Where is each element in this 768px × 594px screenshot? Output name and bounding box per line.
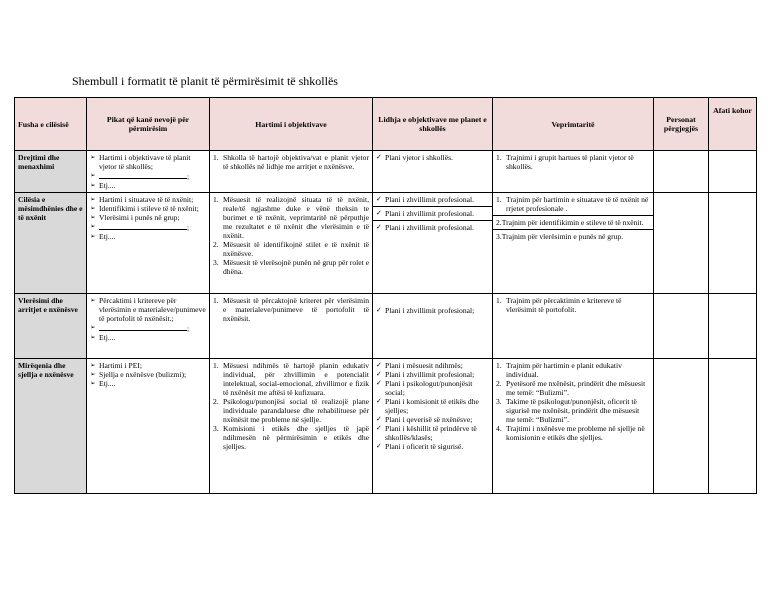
deadline-cell xyxy=(709,151,757,193)
list-item: ✓ Plani i zhvillimit profesional. xyxy=(376,209,489,218)
activities-cell xyxy=(493,151,654,193)
blank-line xyxy=(99,171,190,181)
list-item: ✓ Plani i psikologut/punonjësit social; xyxy=(376,379,489,397)
objectives-cell xyxy=(210,193,373,294)
list-item: ✓ Plani i zhvillimit profesional; xyxy=(376,306,489,315)
list-item: ✓ Plani i oficerit të sigurisë. xyxy=(376,442,489,451)
list-item: ✓ Plani i zhvillimit profesional. xyxy=(376,195,489,204)
area-cell: Vlerësimi dhe arritjet e nxënësve xyxy=(15,294,87,359)
list-item: ➢ Etj.... xyxy=(90,232,206,241)
deadline-cell xyxy=(709,294,757,359)
points-cell xyxy=(87,294,210,359)
links-cell xyxy=(373,193,493,294)
header-points: Pikat që kanë nevojë për përmirësim xyxy=(87,98,210,151)
header-deadline: Afati kohor xyxy=(709,98,757,151)
header-persons: Personat përgjegjës xyxy=(654,98,709,151)
list-item: ➢ Sjellja e nxënësve (bulizmi); xyxy=(90,370,206,379)
deadline-cell xyxy=(709,193,757,294)
list-item: ➢ Hartimi i PEI; xyxy=(90,361,206,370)
list-item: 2. Pyetësorë me nxënësit, prindërit dhe mësuesit me temë: “Bulizmi”. xyxy=(496,379,646,397)
area-cell: Drejtimi dhe menaxhimi xyxy=(15,151,87,193)
list-item: 2.Trajnim për identifikimin e stileve të të nxënit. xyxy=(496,218,644,227)
header-activities: Veprimtaritë xyxy=(493,98,654,151)
header-link: Lidhja e objektivave me planet e shkollës xyxy=(373,98,493,151)
activities-cell xyxy=(493,193,654,294)
list-item: ✓ Plani i qeverisë së nxënësve; xyxy=(376,415,489,424)
list-item: 1. Mësuesi ndihmës të hartojë planin edukativ individual, për zhvillimin e potencialit intelektual, social-emocional, zhvillimor e fizik të nxënësit me aftësi të kufizuara. xyxy=(213,361,369,397)
area-cell: Mirëqenia dhe sjellja e nxënësve xyxy=(15,359,87,494)
list-item: ➢ Vlerësimi i punës në grup; xyxy=(90,213,206,222)
list-item: ➢ ; xyxy=(90,323,206,333)
persons-cell xyxy=(654,359,709,494)
list-item: 1. Trajnimi i grupit hartues të planit vjetor të shkollës. xyxy=(496,153,634,171)
list-item xyxy=(90,171,206,181)
points-cell xyxy=(87,193,210,294)
points-cell xyxy=(87,359,210,494)
persons-cell xyxy=(654,294,709,359)
activities-cell xyxy=(493,294,654,359)
table-row xyxy=(15,193,757,294)
list-item: ✓ Plani i zhvillimit profesional; xyxy=(376,370,489,379)
list-item: 1. Trajnim për hartimin e situatave të të nxënit në rrjetet profesionale . xyxy=(496,195,649,213)
list-item: 1. Trajnim për përcaktimin e kritereve të vlerësimit të portofolit. xyxy=(496,296,622,314)
objectives-cell xyxy=(210,294,373,359)
list-item: 2. Psikologu/punonjësi social të realizojë plane individuale parandaluese dhe rehabilituese për nxënësit me probleme në sjellje. xyxy=(213,397,369,424)
improvement-plan-table xyxy=(14,97,757,494)
list-item: ➢ Etj.... xyxy=(90,333,206,342)
deadline-cell xyxy=(709,359,757,494)
list-item: ➢ Identifikimi i stileve të të nxënit; xyxy=(90,204,206,213)
list-item: ✓ Plani i këshillit të prindërve të shkollës/klasës; xyxy=(376,424,489,442)
table-row xyxy=(15,151,757,193)
area-cell: Cilësia e mësimdhënies dhe e të nxënit xyxy=(15,193,87,294)
document-title: Shembull i formatit të planit të përmirësimit të shkollës xyxy=(72,74,338,88)
list-item: 1. Trajnim për hartimin e planit edukativ individual. xyxy=(496,361,622,379)
list-item: ➢ Etj.... xyxy=(90,181,206,190)
blank-line xyxy=(99,323,187,331)
list-item: ➢ Hartimi i objektivave të planit vjetor të shkollës; xyxy=(90,153,206,171)
activities-cell xyxy=(493,359,654,494)
links-cell xyxy=(373,294,493,359)
list-item: ➢ Përcaktimi i kritereve për vlerësimin e materialeve/punimeve të portofolit të nxënësit.; xyxy=(90,296,206,323)
list-item: ✓ Plani i mësuesit ndihmës; xyxy=(376,361,489,370)
list-item: ➢ Etj.... xyxy=(90,379,206,388)
list-item: 1. Mësuesit të përcaktojnë kriteret për vlerësimin e materialeve/punimeve të portofolit të nxënësit. xyxy=(213,296,369,323)
list-item: 1. Shkolla të hartojë objektiva/vat e planit vjetor të shkollës në lidhje me arritjet e nxënësve. xyxy=(213,153,369,171)
header-objectives: Hartimi i objektivave xyxy=(210,98,373,151)
links-cell xyxy=(373,359,493,494)
list-item: ✓ Plani i zhvillimit profesional. xyxy=(376,223,489,232)
list-item: 2. Mësuesit të identifikojnë stilet e të nxënit të nxënësve. xyxy=(213,240,369,258)
blank-line xyxy=(99,222,187,230)
list-item: 3. Mësuesit të vlerësojnë punën në grup për rolet e dhëna. xyxy=(213,258,369,276)
header-area: Fusha e cilësisë xyxy=(15,98,87,151)
table-row xyxy=(15,294,757,359)
list-item: 3. Takime të psikologut/punonjësit, oficerit të sigurisë me nxënësit, prindërit dhe mësuesit me temë: “Bulizmi”. xyxy=(496,397,640,424)
links-cell xyxy=(373,151,493,193)
points-cell xyxy=(87,151,210,193)
list-item: 3. Komisioni i etikës dhe sjelljes të japë ndihmesën në përmirësimin e etikës dhe sjelljes. xyxy=(213,424,369,451)
list-item: 1. Mësuesit të realizojnë situata të të nxënit, reale/të ngjashme duke e vënë theksin te burimet e të nxënit, veprimtaritë në përputhje me rezultatet e të nxënit dhe vlerësimin e të nxënit. xyxy=(213,195,369,240)
list-item-suffix: ; xyxy=(187,172,190,181)
header-row xyxy=(15,98,757,151)
list-item: ➢ ; xyxy=(90,222,206,232)
list-item: ✓ Plani vjetor i shkollës. xyxy=(376,153,489,162)
list-item: 4. Trajtimi i nxënësve me probleme në sjellje në komisionin e etikës dhe sjelljes. xyxy=(496,424,645,442)
table-row xyxy=(15,359,757,494)
persons-cell xyxy=(654,151,709,193)
list-item: ➢ Hartimi i situatave të të nxënit; xyxy=(90,195,206,204)
list-item: 3.Trajnim për vlerësimin e punës në grup. xyxy=(496,232,624,241)
persons-cell xyxy=(654,193,709,294)
objectives-cell xyxy=(210,151,373,193)
list-item: ✓ Plani i komisionit të etikës dhe sjelljes; xyxy=(376,397,489,415)
objectives-cell xyxy=(210,359,373,494)
